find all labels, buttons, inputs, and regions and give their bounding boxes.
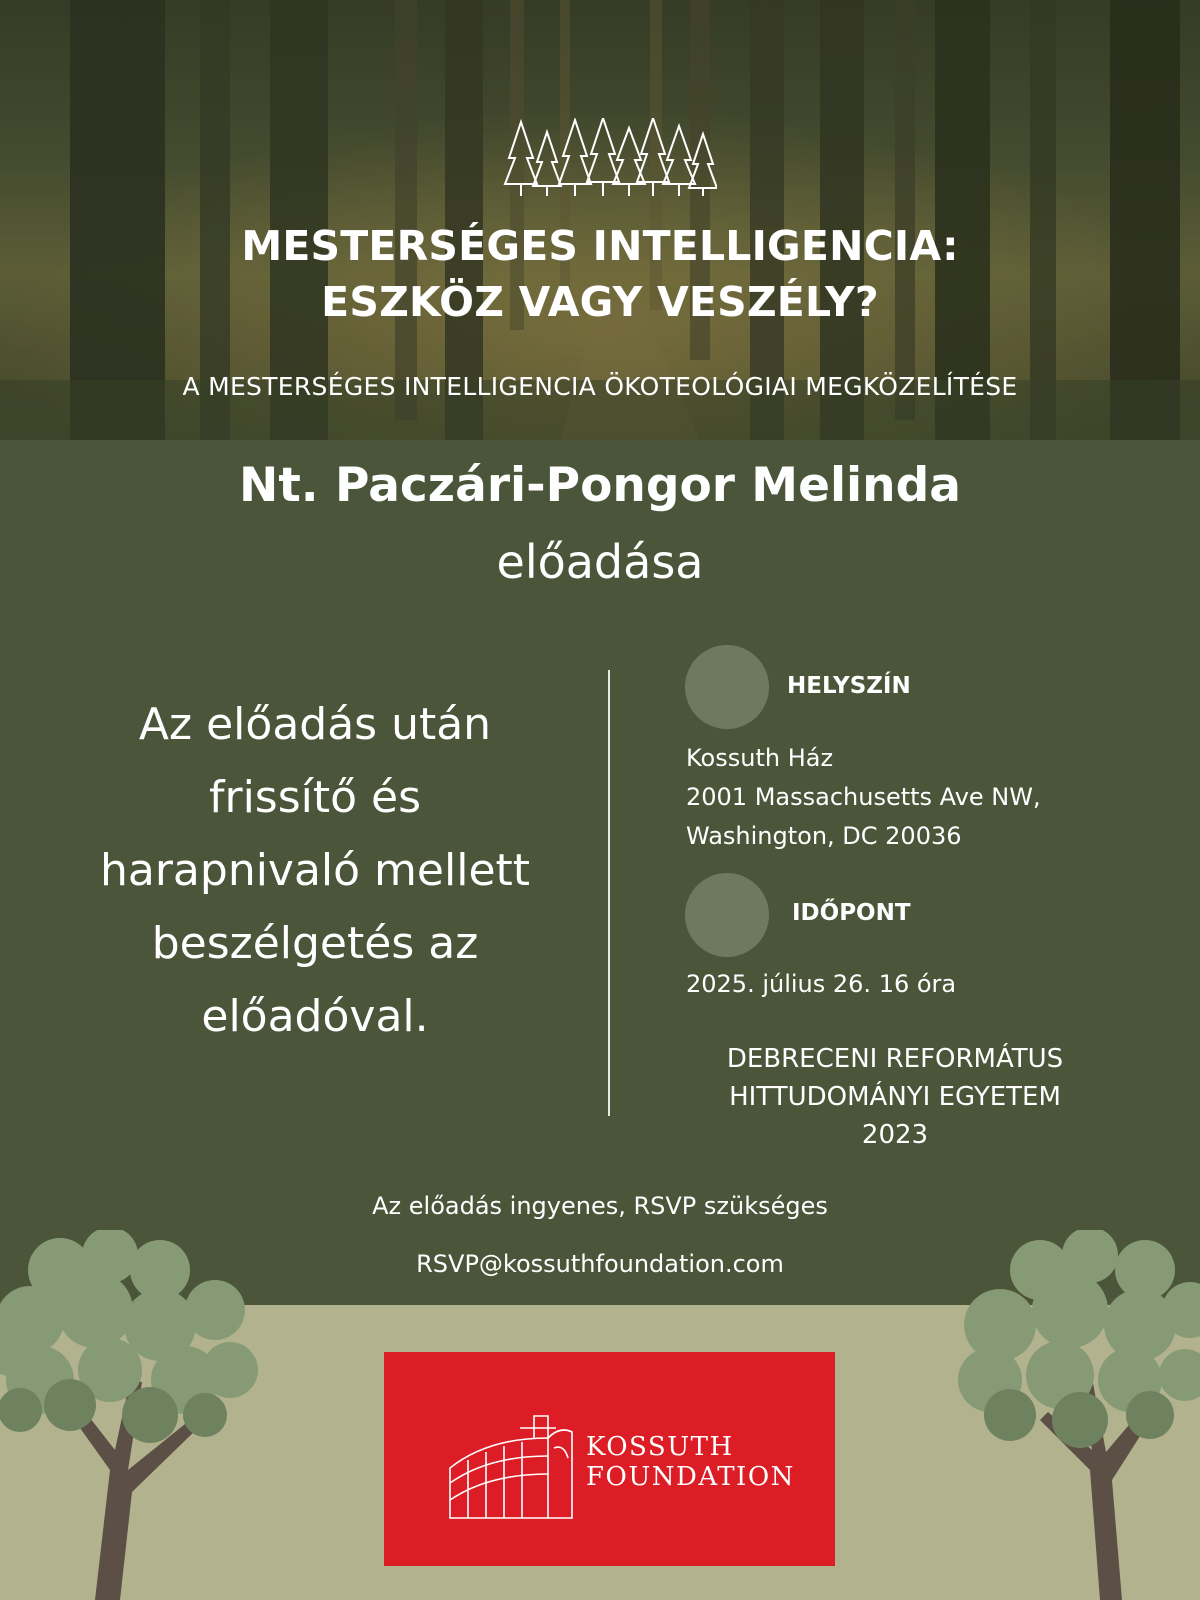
time-value: 2025. július 26. 16 óra: [686, 970, 957, 998]
logo-line-2: FOUNDATION: [586, 1462, 795, 1492]
location-address: [686, 739, 1041, 856]
location-line-1: Kossuth Ház: [686, 744, 834, 772]
message-line: előadóval.: [201, 991, 429, 1042]
title-line-1: MESTERSÉGES INTELLIGENCIA:: [241, 222, 959, 270]
rsvp-email-link[interactable]: RSVP@kossuthfoundation.com: [416, 1250, 784, 1278]
message-line: Az előadás után: [138, 699, 492, 750]
message-line: frissítő és: [208, 772, 422, 823]
speaker-name: Nt. Paczári-Pongor Melinda: [238, 458, 961, 513]
time-circle-icon: [685, 873, 769, 957]
logo-line-1: KOSSUTH: [586, 1432, 734, 1462]
deciduous-tree-icon: [0, 1230, 270, 1600]
university-line-1: DEBRECENI REFORMÁTUS: [726, 1044, 1064, 1074]
title-line-2: ESZKÖZ VAGY VESZÉLY?: [321, 278, 879, 326]
forest-hero: [0, 0, 1200, 440]
message-line: harapnivaló mellett: [99, 845, 531, 896]
vertical-divider: [608, 670, 610, 1116]
location-line-2: 2001 Massachusetts Ave NW,: [686, 783, 1041, 811]
pine-trees-icon: [503, 118, 717, 198]
kossuth-building-logo-icon: [448, 1408, 574, 1520]
after-talk-message: [40, 688, 590, 1053]
university-credit: [700, 1040, 1090, 1154]
free-entry-note: Az előadás ingyenes, RSVP szükséges: [372, 1192, 828, 1220]
deciduous-tree-icon: [950, 1230, 1200, 1600]
university-year: 2023: [861, 1120, 929, 1150]
university-line-2: HITTUDOMÁNYI EGYETEM: [729, 1082, 1061, 1112]
event-subtitle: A MESTERSÉGES INTELLIGENCIA ÖKOTEOLÓGIAI MEGKÖZELÍTÉSE: [182, 372, 1018, 401]
time-label: IDŐPONT: [792, 900, 911, 926]
speaker-suffix: előadása: [496, 535, 704, 589]
location-line-3: Washington, DC 20036: [686, 822, 962, 850]
location-label: HELYSZÍN: [787, 673, 911, 699]
kossuth-foundation-logo: [384, 1352, 835, 1566]
logo-wordmark: [586, 1432, 795, 1492]
event-title: [0, 218, 1200, 330]
location-circle-icon: [685, 645, 769, 729]
message-line: beszélgetés az: [151, 918, 479, 969]
